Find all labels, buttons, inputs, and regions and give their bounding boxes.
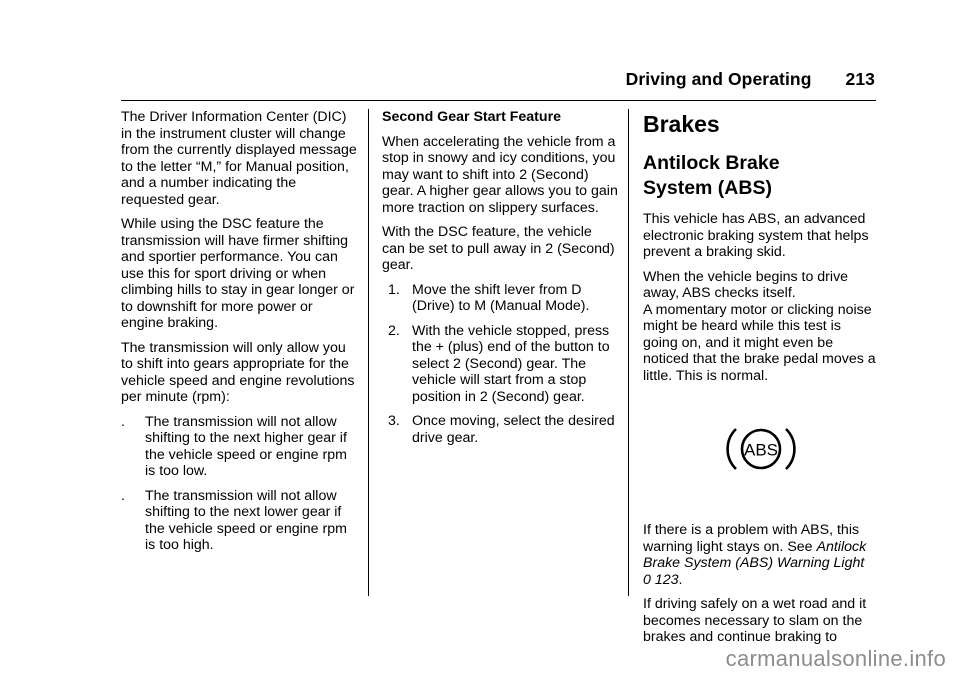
abs-warning-light-link[interactable]: Antilock Brake System (ABS) Warning Light — [643, 538, 867, 571]
list-item — [121, 414, 357, 480]
section-title: Driving and Operating — [625, 69, 812, 89]
pull-away-paragraph: With the DSC feature, the vehicle can be set to pull away in 2 (Second) gear. — [382, 224, 615, 273]
watermark: carmanualsonline.info — [725, 646, 946, 671]
page-ref-number[interactable]: 123 — [654, 571, 679, 588]
step-number: 3. — [388, 413, 400, 429]
dsc-paragraph: While using the DSC feature the transmission will have firmer shifting and sportier performance. You can use this for sport driving or when climbing hills to stay in gear longer or to downshift for more power or engine braking. — [121, 216, 355, 331]
second-gear-heading: Second Gear Start Feature — [382, 109, 561, 125]
bullet-marker: . — [121, 487, 125, 504]
list-item — [382, 323, 618, 406]
list-item — [121, 488, 357, 554]
column-1 — [121, 109, 357, 562]
brakes-title: Brakes — [643, 111, 720, 137]
abs-icon-text: ABS — [743, 440, 779, 460]
snowy-paragraph: When accelerating the vehicle from a stop in snowy and icy conditions, you may want to shift into 2 (Second) gear. A higher gear allows you to gain more traction on slippery surfaces. — [382, 133, 618, 216]
abs-subtitle-line2: System (ABS) — [643, 177, 772, 199]
bullet-marker: . — [121, 413, 125, 430]
column-2 — [382, 109, 618, 454]
step-text: Move the shift lever from D (Drive) to M (Manual Mode). — [412, 281, 590, 314]
abs-check-paragraph — [643, 269, 879, 385]
page-ref-symbol: 0 — [643, 571, 651, 588]
list-item — [382, 282, 618, 315]
page-header — [626, 69, 875, 90]
wet-road-paragraph: If driving safely on a wet road and it becomes necessary to slam on the brakes and continue braking to — [643, 596, 867, 645]
step-text: Once moving, select the desired drive gear. — [412, 413, 615, 446]
abs-subtitle-line1: Antilock Brake — [643, 152, 780, 174]
bullet-text: The transmission will not allow shifting to the next lower gear if the vehicle speed or engine rpm is too high. — [145, 487, 347, 553]
abs-intro-paragraph: This vehicle has ABS, an advanced electronic braking system that helps prevent a braking skid. — [643, 211, 869, 260]
list-item — [382, 413, 618, 446]
sentence-end: . — [678, 571, 683, 588]
header-rule — [121, 100, 876, 101]
gear-limit-paragraph: The transmission will only allow you to shift into gears appropriate for the vehicle speed and engine revolutions per minute (rpm): — [121, 339, 355, 405]
dic-paragraph: The Driver Information Center (DIC) in the instrument cluster will change from the currently displayed message to the letter “M,” for Manual position, and a number indicating the requested gear. — [121, 109, 357, 208]
column-divider-1 — [368, 109, 369, 596]
column-divider-2 — [628, 109, 629, 596]
abs-warning-paragraph — [643, 522, 879, 588]
abs-warning-icon — [726, 419, 796, 479]
abs-warning-text: If there is a problem with ABS, this warning light stays on. See — [643, 522, 860, 555]
step-number: 1. — [388, 281, 400, 298]
step-text: With the vehicle stopped, press the + (plus) end of the button to select 2 (Second) gear. The vehicle will start from a stop position in 2 (Second) gear. — [412, 322, 610, 405]
abs-icon-figure — [643, 404, 879, 494]
step-number: 2. — [388, 322, 400, 339]
abs-subtitle — [643, 151, 879, 201]
abs-check-line2: A momentary motor or clicking noise might be heard while this test is going on, and it might even be noticed that the brake pedal moves a little. This is normal. — [643, 301, 876, 384]
column-3 — [643, 109, 879, 654]
bullet-text: The transmission will not allow shifting to the next higher gear if the vehicle speed or engine rpm is too low. — [145, 413, 347, 479]
page-number: 213 — [845, 69, 875, 89]
abs-check-line1: When the vehicle begins to drive away, ABS checks itself. — [643, 268, 849, 301]
